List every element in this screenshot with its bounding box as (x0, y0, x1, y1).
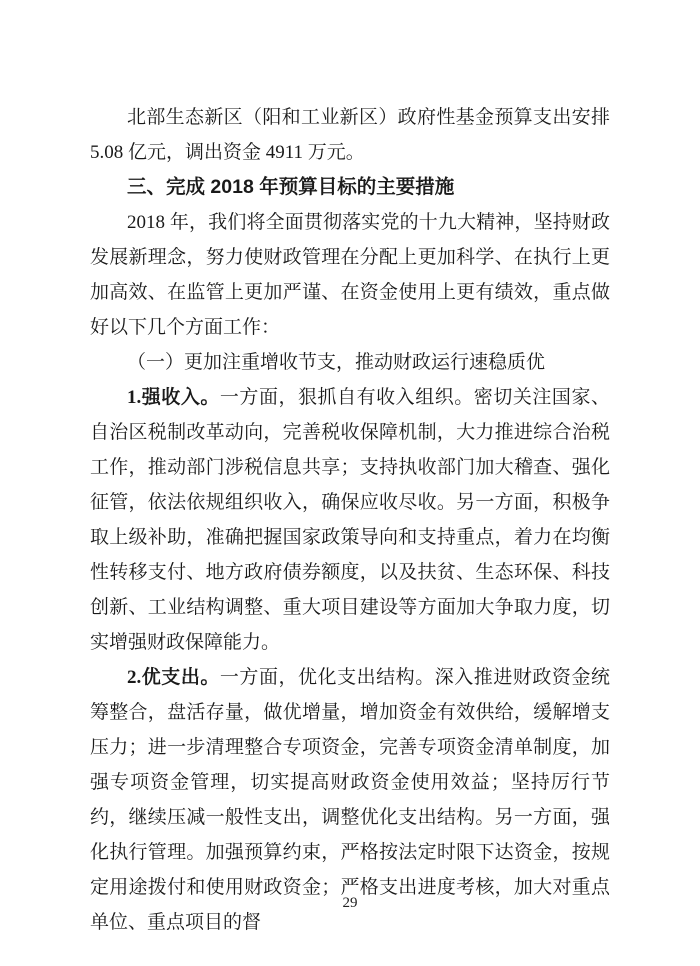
paragraph-lead: 2.优支出。 (127, 667, 220, 688)
paragraph-text: 一方面，狠抓自有收入组织。密切关注国家、自治区税制改革动向，完善税收保障机制，大力推进综合治税工作，推动部门涉税信息共享；支持执收部门加大稽查、强化征管，依法依规组织收入，确保应收尽收。另一方面，积极争取上级补助，准确把握国家政策导向和支持重点，着力在均衡性转移支付、地方政府债券额度，以及扶贫、生态环保、科技创新、工业结构调整、重大项目建设等方面加大争取力度，切实增强财政保障能力。 (90, 387, 610, 653)
subsection-heading-revenue-expenditure: （一）更加注重增收节支，推动财政运行速稳质优 (127, 352, 546, 373)
paragraph-text: 一方面，优化支出结构。深入推进财政资金统筹整合，盘活存量，做优增量，增加资金有效供给，缓解增支压力；进一步清理整合专项资金，完善专项资金清单制度，加强专项资金管理，切实提高财政资金使用效益；坚持厉行节约，继续压减一般性支出，调整优化支出结构。另一方面，强化执行管理。加强预算约束，严格按法定时限下达资金，按规定用途拨付和使用财政资金；严格支出进度考核，加大对重点单位、重点项目的督 (90, 667, 610, 933)
document-body (90, 100, 610, 940)
paragraph-lead: 1.强收入。 (127, 387, 220, 408)
paragraph-strengthen-revenue (90, 380, 610, 660)
section-heading-measures: 三、完成 2018 年预算目标的主要措施 (127, 176, 455, 198)
page-number: 29 (342, 895, 358, 911)
paragraph-2018-overview: 2018 年，我们将全面贯彻落实党的十九大精神，坚持财政发展新理念，努力使财政管理在分配上更加科学、在执行上更加高效、在监管上更加严谨、在资金使用上更有绩效，重点做好以下几个方面工作： (90, 212, 610, 338)
paragraph-fund-budget: 北部生态新区（阳和工业新区）政府性基金预算支出安排 5.08 亿元，调出资金 4911 万元。 (90, 107, 610, 163)
